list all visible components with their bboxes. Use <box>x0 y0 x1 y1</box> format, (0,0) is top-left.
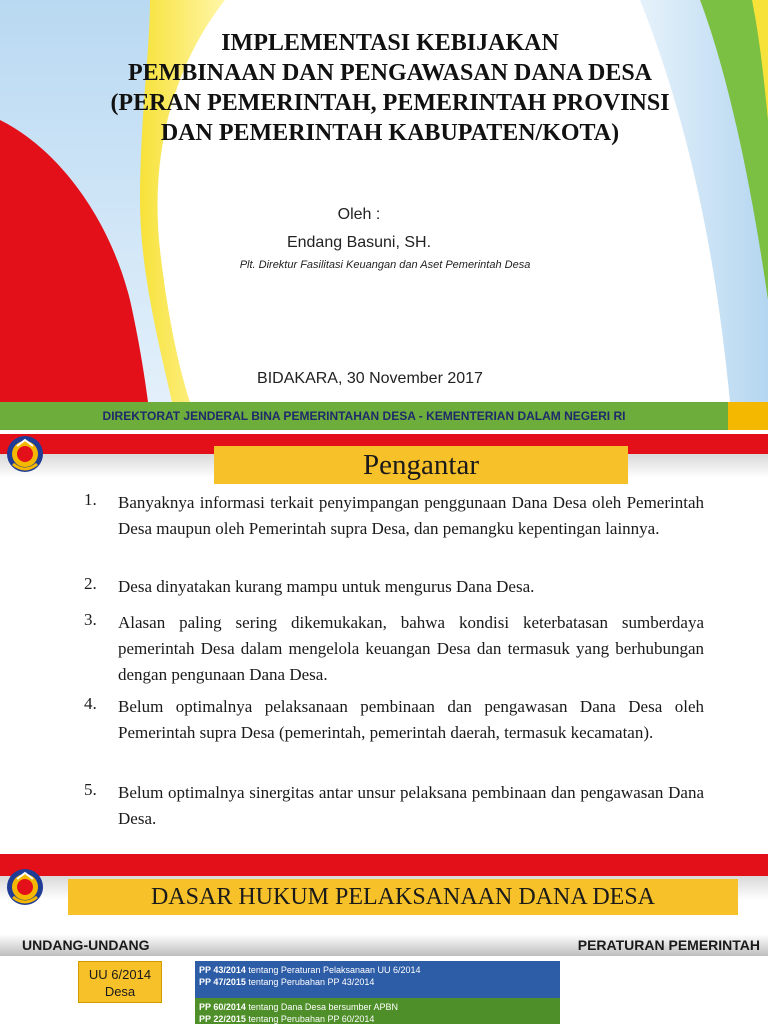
uu-box <box>78 961 162 1003</box>
footer-accent <box>728 402 768 430</box>
title-slide <box>0 0 768 430</box>
ministry-logo-icon <box>5 867 45 907</box>
pp-desc: tentang Perubahan PP 43/2014 <box>245 977 375 987</box>
header-red-band <box>0 854 768 876</box>
pp-desc: tentang Perubahan PP 60/2014 <box>245 1014 375 1024</box>
pp-line <box>199 976 556 988</box>
pp-line <box>199 1013 556 1024</box>
slide-heading-text: Pengantar <box>363 449 479 481</box>
list-number: 5. <box>84 780 97 799</box>
uu-subject: Desa <box>104 984 136 999</box>
list-text: Belum optimalnya pelaksanaan pembinaan dan pengawasan Dana Desa oleh Pemerintah supra Desa (pemerintah, pemerintah daerah, termasuk kecamatan). <box>118 697 704 742</box>
place-date: BIDAKARA, 30 November 2017 <box>257 370 483 387</box>
presentation-title <box>40 28 740 148</box>
pp-ref: PP 47/2015 <box>199 977 246 987</box>
footer-text: DIREKTORAT JENDERAL BINA PEMERINTAHAN DESA - KEMENTERIAN DALAM NEGERI RI <box>102 409 626 423</box>
ministry-logo-icon <box>5 434 45 474</box>
uu-number: UU 6/2014 <box>88 967 152 982</box>
list-number: 3. <box>84 610 97 629</box>
list-text: Banyaknya informasi terkait penyimpangan penggunaan Dana Desa oleh Pemerintah Desa maupun oleh Pemerintah supra Desa, dan pemangku kepentingan lainnya. <box>118 493 704 538</box>
pp-box <box>195 998 560 1024</box>
pp-box <box>195 961 560 999</box>
list-number: 2. <box>84 574 97 593</box>
list-text: Alasan paling sering dikemukakan, bahwa kondisi keterbatasan sumberdaya pemerintah Desa dalam mengelola keuangan Desa dan termasuk yang berhubungan dengan pengunaan Dana Desa. <box>118 613 704 684</box>
pp-line <box>199 1001 556 1013</box>
title-line: DAN PEMERINTAH KABUPATEN/KOTA) <box>160 120 620 146</box>
dasar-hukum-slide <box>0 840 768 1024</box>
title-line: IMPLEMENTASI KEBIJAKAN <box>221 30 559 56</box>
pp-desc: tentang Peraturan Pelaksanaan UU 6/2014 <box>245 965 421 975</box>
slide-heading <box>68 879 738 915</box>
list-number: 1. <box>84 490 97 509</box>
presenter-name: Endang Basuni, SH. <box>286 234 432 251</box>
column-label-undang-undang: UNDANG-UNDANG <box>22 937 150 953</box>
slide-heading <box>214 446 628 484</box>
list-text: Belum optimalnya sinergitas antar unsur pelaksana pembinaan dan pengawasan Dana Desa. <box>118 783 704 828</box>
title-line: (PERAN PEMERINTAH, PEMERINTAH PROVINSI <box>110 90 670 116</box>
pengantar-slide <box>0 432 768 838</box>
pp-ref: PP 43/2014 <box>199 965 246 975</box>
pp-line <box>199 964 556 976</box>
pp-ref: PP 22/2015 <box>199 1014 246 1024</box>
list-text: Desa dinyatakan kurang mampu untuk mengurus Dana Desa. <box>118 577 535 596</box>
presenter-label: Oleh : <box>337 206 381 223</box>
footer-bar <box>0 402 768 430</box>
list-number: 4. <box>84 694 97 713</box>
column-label-peraturan-pemerintah: PERATURAN PEMERINTAH <box>577 937 760 953</box>
pp-ref: PP 60/2014 <box>199 1002 246 1012</box>
presenter-role: Plt. Direktur Fasilitasi Keuangan dan Aset Pemerintah Desa <box>239 259 531 271</box>
title-line: PEMBINAAN DAN PENGAWASAN DANA DESA <box>127 60 653 86</box>
pp-desc: tentang Dana Desa bersumber APBN <box>245 1002 398 1012</box>
slide-heading-text: DASAR HUKUM PELAKSANAAN DANA DESA <box>150 884 656 910</box>
